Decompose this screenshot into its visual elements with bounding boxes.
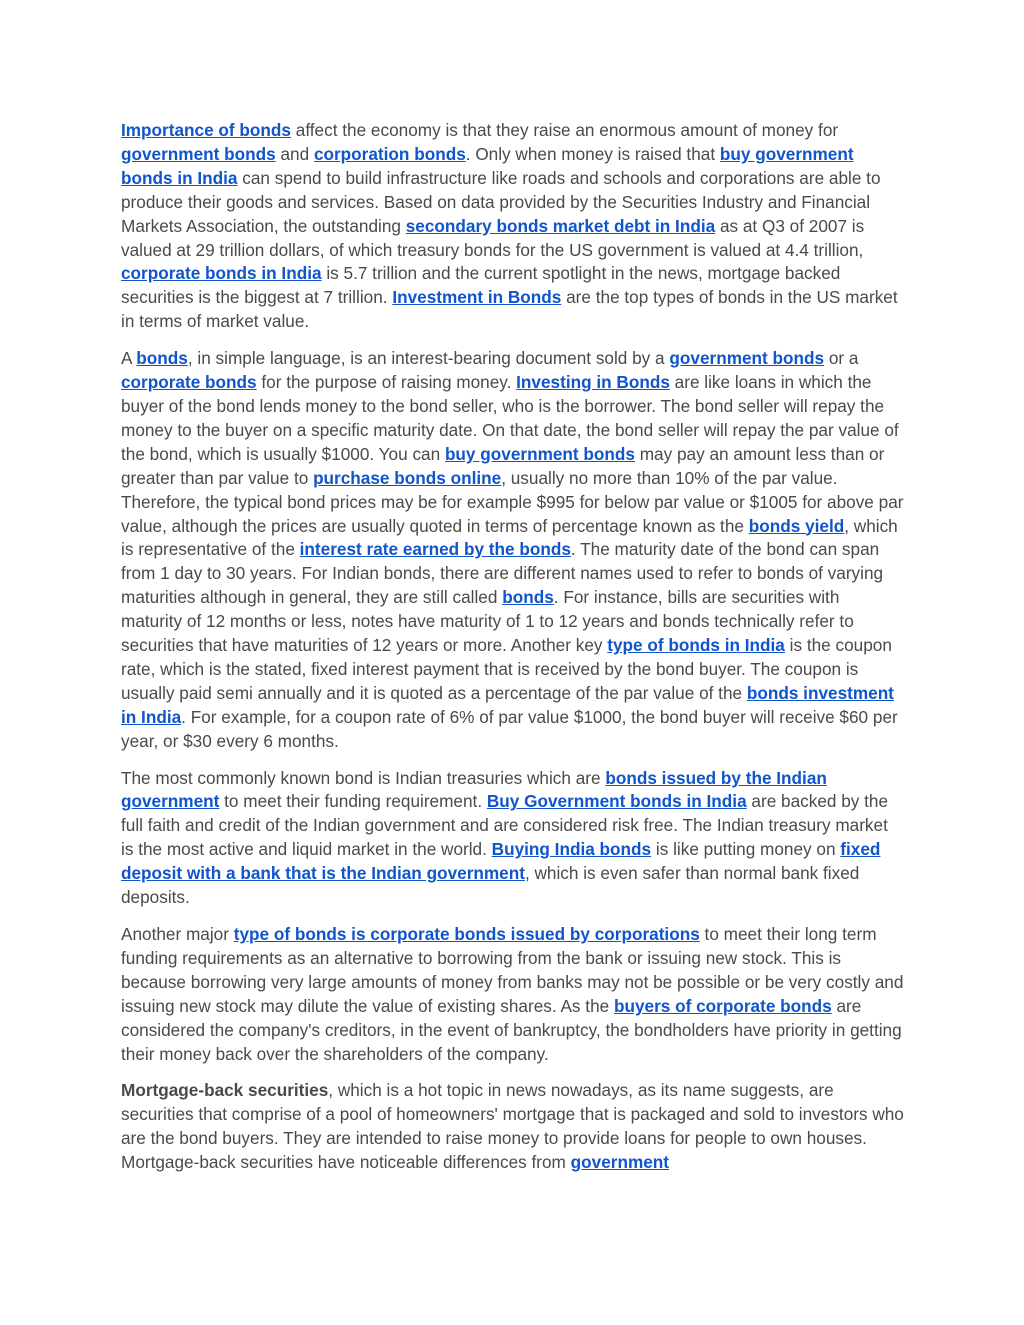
body-text: are like loans in which the buyer of the bond lends money to the bond seller, who is the borrower. The bond seller will repay the money to the buyer on a specific maturity date. On that date, the bond seller will repay the par value of the bond, which is usually $1000. You can — [121, 372, 899, 464]
body-text: affect the economy is that they raise an enormous amount of money for — [290, 120, 839, 140]
link-interest-rate-earned-by-the-bonds[interactable]: interest rate earned by the bonds — [299, 539, 571, 560]
body-text: is like putting money on — [651, 839, 841, 860]
body-text: , usually no more than 10% of the par value. Therefore, the typical bond prices may be for example $995 for below par value or $1005 for above par value, although the prices are usually quoted in terms of percentage known as the — [121, 467, 904, 536]
body-text: A — [121, 348, 137, 369]
body-text: is the coupon rate, which is the stated, fixed interest payment that is received by the bond buyer. The coupon is usually paid semi annually and it is quoted as a percentage of the par value of the — [121, 635, 892, 703]
body-text: , which is representative of the — [121, 515, 898, 560]
body-text: , which is a hot topic in news nowadays, as its name suggests, are securities that comprise of a pool of homeowners' mortgage that is packaged and sold to investors who are the bond buyers. They are intended to raise money to provide loans for people to own houses. Mortgage-back securities have noticeable differences from — [121, 1080, 904, 1173]
link-buyers-of-corporate-bonds[interactable]: buyers of corporate bonds — [613, 995, 832, 1016]
paragraph-2 — [121, 347, 905, 753]
body-text: or a — [824, 348, 859, 369]
link-corporate-bonds[interactable]: corporate bonds — [121, 372, 257, 393]
body-text: are considered the company's creditors, in the event of bankruptcy, the bondholders have priority in getting their money back over the shareholders of the company. — [121, 995, 902, 1064]
body-text: is 5.7 trillion and the current spotlight in the news, mortgage backed securities is the biggest at 7 trillion. — [121, 263, 841, 308]
link-bonds[interactable]: bonds — [502, 587, 554, 608]
body-text: , which is even safer than normal bank fixed deposits. — [121, 863, 860, 908]
link-importance-of-bonds[interactable]: Importance of bonds — [121, 120, 291, 140]
link-buy-government-bonds-in-india[interactable]: Buy Government bonds in India — [486, 791, 747, 812]
link-buy-government-bonds-in-india[interactable]: buy government bonds in India — [121, 143, 854, 188]
paragraph-3 — [121, 767, 905, 910]
paragraph-5 — [121, 1079, 905, 1175]
link-secondary-bonds-market-debt-in-india[interactable]: secondary bonds market debt in India — [405, 215, 716, 236]
body-text: may pay an amount less than or greater than par value to — [121, 443, 885, 488]
body-text: , in simple language, is an interest-bearing document sold by a — [187, 348, 670, 369]
link-type-of-bonds-in-india[interactable]: type of bonds in India — [607, 635, 785, 656]
link-bonds[interactable]: bonds — [136, 348, 188, 369]
body-text: and — [275, 143, 314, 164]
body-text: are backed by the full faith and credit of the Indian government and are considered risk free. The Indian treasury market is the most active and liquid market in the world. — [121, 791, 889, 860]
body-text: can spend to build infrastructure like roads and schools and corporations are able to produce their goods and services. Based on data provided by the Securities Industry and Financial Markets Association, the outstanding — [121, 167, 881, 236]
link-investment-in-bonds[interactable]: Investment in Bonds — [392, 287, 562, 308]
body-text: as at Q3 of 2007 is valued at 29 trillion dollars, of which treasury bonds for the US government is valued at 4.4 trillion, — [121, 215, 865, 260]
link-fixed-deposit-with-a-bank-that-is-the-indian-government[interactable]: fixed deposit with a bank that is the Indian government — [121, 839, 881, 884]
link-investing-in-bonds[interactable]: Investing in Bonds — [516, 372, 670, 393]
bold-term: Mortgage-back securities — [121, 1080, 329, 1101]
body-text: to meet their long term funding requirements as an alternative to borrowing from the bank or issuing new stock. This is because borrowing very large amounts of money from banks may not be possible or be very costly and issuing new stock may dilute the value of existing shares. As the — [121, 924, 904, 1016]
body-text: Another major — [121, 924, 234, 944]
link-buying-india-bonds[interactable]: Buying India bonds — [491, 839, 652, 860]
link-bonds-yield[interactable]: bonds yield — [748, 515, 845, 536]
body-text: are the top types of bonds in the US market in terms of market value. — [121, 287, 898, 332]
link-purchase-bonds-online[interactable]: purchase bonds online — [313, 467, 502, 488]
body-text: The most commonly known bond is Indian treasuries which are — [121, 767, 606, 788]
paragraph-4 — [121, 923, 905, 1066]
link-buy-government-bonds[interactable]: buy government bonds — [444, 443, 635, 464]
link-corporate-bonds-in-india[interactable]: corporate bonds in India — [121, 263, 322, 284]
body-text: . For example, for a coupon rate of 6% of par value $1000, the bond buyer will receive $60 per year, or $30 every 6 months. — [121, 706, 898, 751]
body-text: . Only when money is raised that — [465, 143, 720, 164]
link-corporation-bonds[interactable]: corporation bonds — [313, 143, 466, 164]
link-government-bonds[interactable]: government bonds — [669, 348, 825, 369]
link-bonds-issued-by-the-indian-government[interactable]: bonds issued by the Indian government — [121, 767, 827, 812]
body-text: . The maturity date of the bond can span from 1 day to 30 years. For Indian bonds, there are different names used to refer to bonds of varying maturities although in general, they are still called — [121, 539, 884, 608]
document-page — [121, 119, 905, 1188]
link-type-of-bonds-is-corporate-bonds-issued-by-corporations[interactable]: type of bonds is corporate bonds issued by corporations — [233, 924, 700, 944]
paragraph-1 — [121, 119, 905, 334]
link-government-bonds[interactable]: government bonds — [121, 143, 276, 164]
body-text: . For instance, bills are securities with maturity of 12 months or less, notes have maturity of 1 to 12 years and bonds technically refer to securities that have maturities of 12 years or more. Another key — [121, 587, 854, 656]
link-bonds-investment-in-india[interactable]: bonds investment in India — [121, 682, 894, 727]
link-government[interactable]: government — [570, 1152, 670, 1173]
body-text: to meet their funding requirement. — [219, 791, 487, 812]
body-text: for the purpose of raising money. — [256, 372, 517, 393]
